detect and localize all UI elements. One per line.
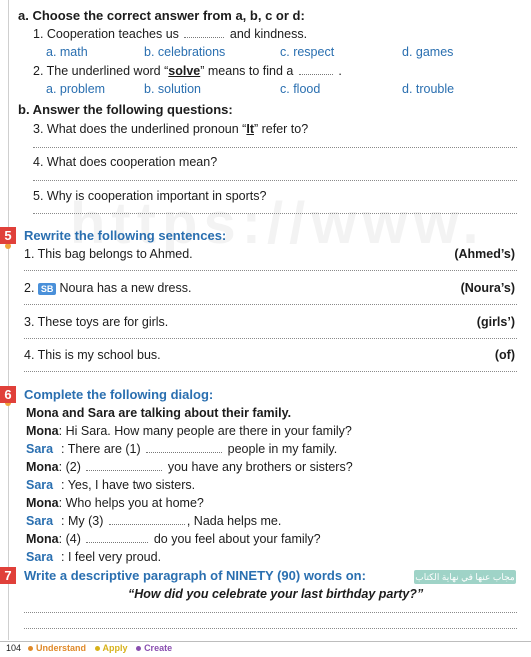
section-6-title: Complete the following dialog: (24, 387, 214, 402)
dialog-line-6 (26, 514, 281, 528)
answer-line[interactable] (24, 628, 517, 629)
answers-at-end-tag: مجاب عنها في نهاية الكتاب (415, 572, 515, 582)
rewrite-item-2-text: Noura has a new dress. (59, 281, 192, 295)
rewrite-item-2-number: 2. (24, 281, 35, 295)
section-5-title: Rewrite the following sentences: (24, 228, 227, 243)
dialog-line-8 (26, 550, 161, 564)
dialog-text: : My (3) (61, 514, 104, 528)
section-7-title: Write a descriptive paragraph of NINETY (90) words on: (24, 568, 366, 583)
dialog-text: : (2) (58, 460, 81, 474)
dialog-text-end: you have any brothers or sisters? (167, 460, 353, 474)
footer-divider (0, 641, 531, 642)
part-a-heading: a. Choose the correct answer from a, b, c or d: (18, 8, 305, 23)
answer-line[interactable] (33, 180, 517, 181)
rewrite-hint-3: (girls’) (476, 315, 515, 329)
level-dot-apply (95, 646, 100, 651)
dialog-text-end: people in my family. (227, 442, 338, 456)
answer-blank[interactable] (184, 28, 224, 38)
option-a[interactable]: a. problem (46, 82, 106, 96)
option-c[interactable]: c. respect (280, 45, 335, 59)
part-b-heading: b. Answer the following questions: (18, 102, 233, 117)
speaker-sara: Sara (26, 478, 54, 492)
dialog-line-1 (26, 424, 352, 438)
dialog-text: : Yes, I have two sisters. (61, 478, 196, 492)
question-3 (33, 122, 308, 136)
answer-blank-3[interactable] (109, 515, 185, 525)
question-3-text-end: ” refer to? (253, 122, 309, 136)
writing-prompt: “How did you celebrate your last birthday party?” (128, 587, 424, 601)
dialog-text-end: , Nada helps me. (186, 514, 282, 528)
question-5: 5. Why is cooperation important in sports? (33, 189, 267, 203)
speaker-sara: Sara (26, 550, 54, 564)
rewrite-hint-1: (Ahmed’s) (454, 247, 515, 261)
level-dot-create (136, 646, 141, 651)
question-3-text: 3. What does the underlined pronoun “ (33, 122, 247, 136)
answer-line[interactable] (24, 612, 517, 613)
option-b[interactable]: b. celebrations (144, 45, 226, 59)
dialog-line-2 (26, 442, 337, 456)
sb-badge: SB (38, 283, 57, 295)
dialog-text: : (4) (58, 532, 81, 546)
level-legend (22, 643, 172, 653)
rewrite-item-3: 3. These toys are for girls. (24, 315, 169, 329)
answer-line[interactable] (33, 213, 517, 214)
option-a[interactable]: a. math (46, 45, 88, 59)
page-number: 104 (6, 643, 22, 653)
question-2 (33, 64, 342, 78)
dialog-text: : I feel very proud. (61, 550, 162, 564)
rewrite-item-2 (24, 281, 191, 295)
speaker-mona: Mona (26, 460, 59, 474)
answer-line[interactable] (24, 270, 517, 271)
answer-line[interactable] (24, 304, 517, 305)
question-1 (33, 27, 307, 41)
rewrite-item-4: 4. This is my school bus. (24, 348, 161, 362)
dialog-line-3 (26, 460, 353, 474)
answer-blank[interactable] (299, 65, 333, 75)
section-5-badge: 5 (0, 227, 16, 244)
dialog-line-5 (26, 496, 204, 510)
answer-line[interactable] (24, 338, 517, 339)
level-dot-understand (28, 646, 33, 651)
speaker-mona: Mona (26, 496, 59, 510)
dialog-line-7 (26, 532, 321, 546)
option-b[interactable]: b. solution (144, 82, 201, 96)
underlined-pronoun: It (246, 122, 254, 136)
dialog-text: : There are (1) (61, 442, 141, 456)
rewrite-hint-2: (Noura’s) (460, 281, 515, 295)
level-create: Create (144, 643, 173, 653)
question-4: 4. What does cooperation mean? (33, 155, 218, 169)
answer-line[interactable] (33, 147, 517, 148)
underlined-word: solve (168, 64, 201, 78)
answer-blank-2[interactable] (86, 461, 162, 471)
level-apply: Apply (102, 643, 128, 653)
dialog-intro: Mona and Sara are talking about their family. (26, 406, 292, 420)
answer-blank-4[interactable] (86, 533, 148, 543)
answer-blank-1[interactable] (146, 443, 222, 453)
dialog-text-end: do you feel about your family? (153, 532, 321, 546)
dialog-text: : Hi Sara. How many people are there in your family? (58, 424, 352, 438)
question-2-text: 2. The underlined word “ (33, 64, 169, 78)
dialog-text: : Who helps you at home? (58, 496, 204, 510)
question-2-text-mid: ” means to find a (200, 64, 294, 78)
rewrite-hint-4: (of) (494, 348, 515, 362)
level-understand: Understand (36, 643, 87, 653)
question-2-end: . (338, 64, 342, 78)
section-7-badge: 7 (0, 567, 16, 584)
question-1-text-end: and kindness. (229, 27, 308, 41)
rewrite-item-1: 1. This bag belongs to Ahmed. (24, 247, 193, 261)
speaker-mona: Mona (26, 424, 59, 438)
option-d[interactable]: d. trouble (402, 82, 455, 96)
section-6-badge: 6 (0, 386, 16, 403)
speaker-mona: Mona (26, 532, 59, 546)
question-1-text: 1. Cooperation teaches us (33, 27, 179, 41)
option-d[interactable]: d. games (402, 45, 454, 59)
margin-line (8, 0, 9, 640)
speaker-sara: Sara (26, 514, 54, 528)
answer-line[interactable] (24, 371, 517, 372)
speaker-sara: Sara (26, 442, 54, 456)
option-c[interactable]: c. flood (280, 82, 321, 96)
dialog-line-4 (26, 478, 195, 492)
